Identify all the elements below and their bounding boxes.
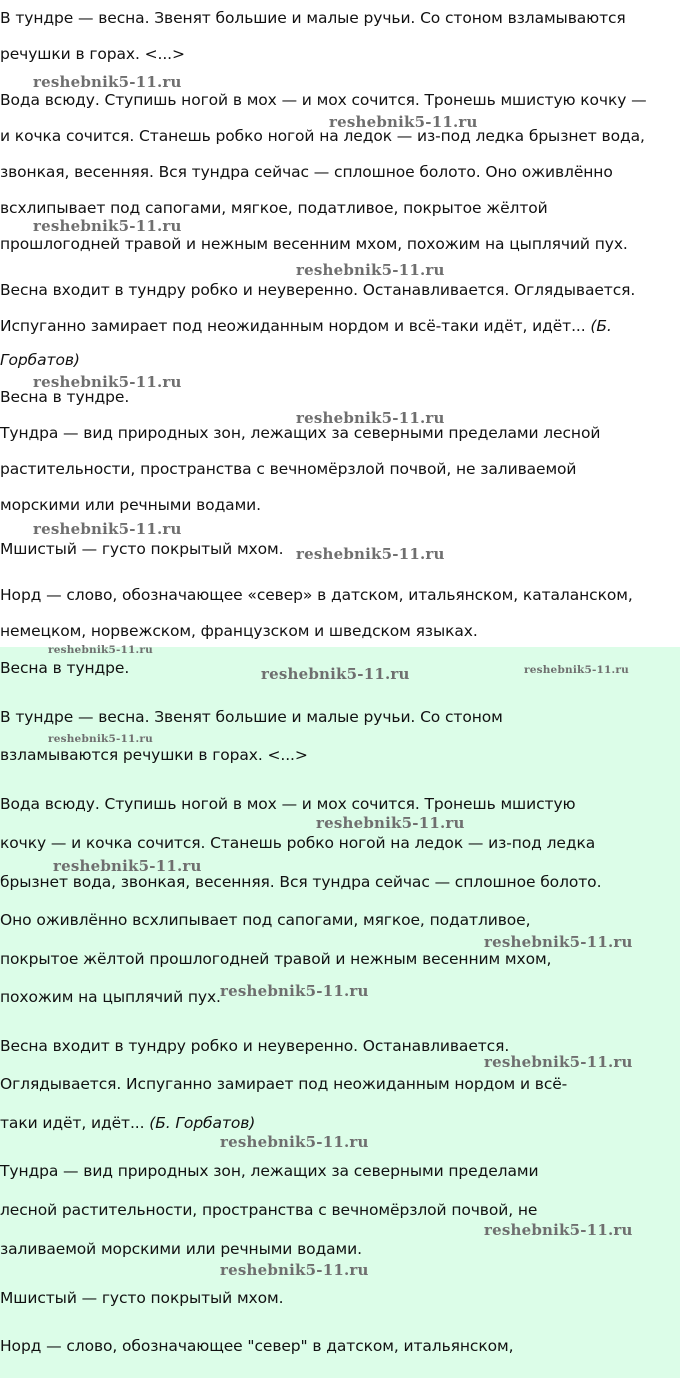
watermark: reshebnik5-11.ru [484,1221,633,1239]
watermark: reshebnik5-11.ru [33,73,182,91]
author-citation: (Б. Горбатов) [149,1114,256,1132]
watermark: reshebnik5-11.ru [220,1261,369,1279]
text-segment: Испуганно замирает под неожиданным нордом и всё-таки идёт, идёт... [0,317,591,335]
text-line: Тундра — вид природных зон, лежащих за северными пределами [0,1162,539,1180]
text-heading: Весна в тундре. [0,388,130,406]
watermark: reshebnik5-11.ru [48,733,153,745]
watermark: reshebnik5-11.ru [316,814,465,832]
text-line: Весна входит в тундру робко и неуверенно. Останавливается. Оглядывается. [0,281,636,299]
watermark: reshebnik5-11.ru [484,1053,633,1071]
text-line: Мшистый — густо покрытый мхом. [0,540,284,558]
watermark: reshebnik5-11.ru [220,982,369,1000]
text-line: морскими или речными водами. [0,496,261,514]
text-line: прошлогодней травой и нежным весенним мхом, похожим на цыплячий пух. [0,235,628,253]
text-segment: таки идёт, идёт... [0,1114,150,1132]
text-line: Вода всюду. Ступишь ногой в мох — и мох сочится. Тронешь мшистую [0,795,576,813]
text-line: Весна входит в тундру робко и неуверенно. Останавливается. [0,1037,510,1055]
text-line: Мшистый — густо покрытый мхом. [0,1289,284,1307]
watermark: reshebnik5-11.ru [33,217,182,235]
text-line: лесной растительности, пространства с вечномёрзлой почвой, не [0,1201,538,1219]
watermark: reshebnik5-11.ru [296,409,445,427]
text-line: Тундра — вид природных зон, лежащих за северными пределами лесной [0,424,601,442]
watermark: reshebnik5-11.ru [296,545,445,563]
text-line: немецком, норвежском, французском и шведском языках. [0,622,478,640]
text-line: речушки в горах. <...> [0,45,185,63]
author-citation: Горбатов) [0,351,80,369]
text-line: Оглядывается. Испуганно замирает под неожиданным нордом и всё- [0,1075,568,1093]
watermark: reshebnik5-11.ru [261,665,410,683]
text-line: покрытое жёлтой прошлогодней травой и нежным весенним мхом, [0,950,552,968]
text-line: кочку — и кочка сочится. Станешь робко ногой на ледок — из-под ледка [0,834,596,852]
author-citation: (Б. [590,317,612,335]
text-line: всхлипывает под сапогами, мягкое, податливое, покрытое жёлтой [0,199,548,217]
text-line [0,1113,255,1133]
text-line [0,316,612,336]
text-heading: Весна в тундре. [0,659,130,677]
text-line: Норд — слово, обозначающее "север" в датском, итальянском, [0,1337,514,1355]
watermark: reshebnik5-11.ru [296,261,445,279]
text-line: похожим на цыплячий пух. [0,988,221,1006]
text-line: брызнет вода, звонкая, весенняя. Вся тундра сейчас — сплошное болото. [0,873,602,891]
watermark: reshebnik5-11.ru [53,857,202,875]
text-line: Норд — слово, обозначающее «север» в датском, итальянском, каталанском, [0,586,633,604]
watermark: reshebnik5-11.ru [524,664,629,676]
text-line: растительности, пространства с вечномёрзлой почвой, не заливаемой [0,460,577,478]
watermark: reshebnik5-11.ru [484,933,633,951]
watermark: reshebnik5-11.ru [33,520,182,538]
watermark: reshebnik5-11.ru [33,373,182,391]
watermark: reshebnik5-11.ru [48,644,153,656]
text-line: взламываются речушки в горах. <...> [0,746,308,764]
text-line: Вода всюду. Ступишь ногой в мох — и мох сочится. Тронешь мшистую кочку — [0,91,647,109]
text-line: звонкая, весенняя. Вся тундра сейчас — сплошное болото. Оно оживлённо [0,163,613,181]
watermark: reshebnik5-11.ru [220,1133,369,1151]
text-line: и кочка сочится. Станешь робко ногой на ледок — из-под ледка брызнет вода, [0,127,645,145]
watermark: reshebnik5-11.ru [329,113,478,131]
text-line: В тундре — весна. Звенят большие и малые ручьи. Со стоном взламываются [0,9,626,27]
text-line: заливаемой морскими или речными водами. [0,1240,362,1258]
text-line: В тундре — весна. Звенят большие и малые ручьи. Со стоном [0,708,503,726]
text-line: Оно оживлённо всхлипывает под сапогами, мягкое, податливое, [0,911,531,929]
